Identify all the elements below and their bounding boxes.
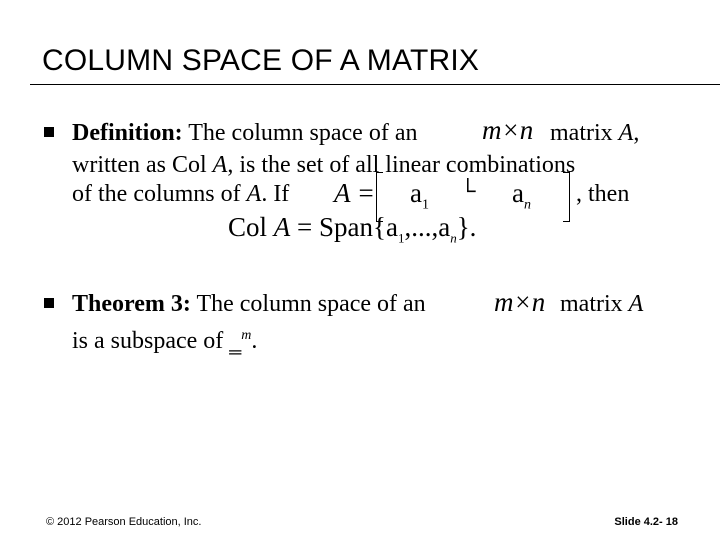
definition-matrix-var: A bbox=[618, 120, 634, 146]
matrix-ellipsis: └ bbox=[460, 178, 476, 203]
theorem-line-1-tail-text: matrix bbox=[560, 291, 629, 317]
equation-var: A bbox=[273, 212, 291, 242]
definition-line-3-a: of the columns of bbox=[72, 181, 247, 207]
equation-span: = Span bbox=[290, 212, 373, 242]
definition-label: Definition: bbox=[72, 120, 183, 146]
definition-line-2-b: , is the set of all linear combinations bbox=[227, 152, 576, 178]
theorem-line-2-a: is a subspace of bbox=[72, 328, 230, 354]
theorem-line-1-text: The column space of an bbox=[190, 291, 426, 317]
matrix-coln-subscript: n bbox=[523, 197, 531, 213]
definition-line-2-var: A bbox=[212, 152, 228, 178]
column-space-equation bbox=[228, 212, 476, 246]
theorem-space-superscript: m bbox=[241, 328, 252, 343]
definition-line-1-tail-text: matrix bbox=[550, 120, 619, 146]
equation-set-close: }. bbox=[456, 212, 477, 242]
theorem-line-1 bbox=[72, 290, 426, 318]
equation-col: Col bbox=[228, 212, 274, 242]
footer-copyright: © 2012 Pearson Education, Inc. bbox=[46, 516, 202, 528]
matrix-column-1 bbox=[410, 178, 429, 213]
footer-slide-number: Slide 4.2- 18 bbox=[614, 516, 678, 528]
definition-line-1 bbox=[72, 119, 417, 147]
definition-line-3 bbox=[72, 180, 289, 208]
definition-dimension: m×n bbox=[482, 115, 534, 145]
theorem-line-2-period: . bbox=[251, 328, 258, 354]
theorem-line-2 bbox=[72, 322, 257, 355]
equation-sub-n: n bbox=[450, 230, 457, 246]
theorem-space-symbol: ‗ bbox=[229, 328, 242, 354]
theorem-line-1-tail bbox=[560, 290, 643, 318]
definition-line-3-tail: , then bbox=[576, 181, 630, 207]
theorem-dimension: m×n bbox=[494, 287, 546, 317]
matrix-lhs: A = bbox=[334, 178, 375, 208]
equation-sub-1: 1 bbox=[397, 230, 405, 246]
definition-line-3-b: . If bbox=[261, 181, 290, 207]
equation-mid: ,...,a bbox=[404, 212, 451, 242]
matrix-col1-letter: a bbox=[410, 178, 422, 208]
definition-bullet bbox=[44, 127, 54, 137]
theorem-matrix-var: A bbox=[628, 291, 644, 317]
equation-set-open: {a bbox=[373, 212, 398, 242]
matrix-coln-letter: a bbox=[512, 178, 524, 208]
definition-line-2-a: written as Col bbox=[72, 152, 213, 178]
definition-line-1-text: The column space of an bbox=[182, 120, 418, 146]
definition-line-1-comma: , bbox=[633, 120, 640, 146]
definition-line-3-var: A bbox=[246, 181, 262, 207]
matrix-col1-subscript: 1 bbox=[421, 197, 429, 213]
theorem-label: Theorem 3: bbox=[72, 291, 191, 317]
definition-line-2 bbox=[72, 151, 575, 179]
slide-title: COLUMN SPACE OF A MATRIX bbox=[42, 44, 480, 77]
matrix-right-bracket bbox=[563, 172, 570, 222]
title-divider bbox=[30, 84, 720, 85]
matrix-column-n bbox=[512, 178, 531, 213]
definition-line-1-tail bbox=[550, 119, 639, 147]
theorem-bullet bbox=[44, 298, 54, 308]
